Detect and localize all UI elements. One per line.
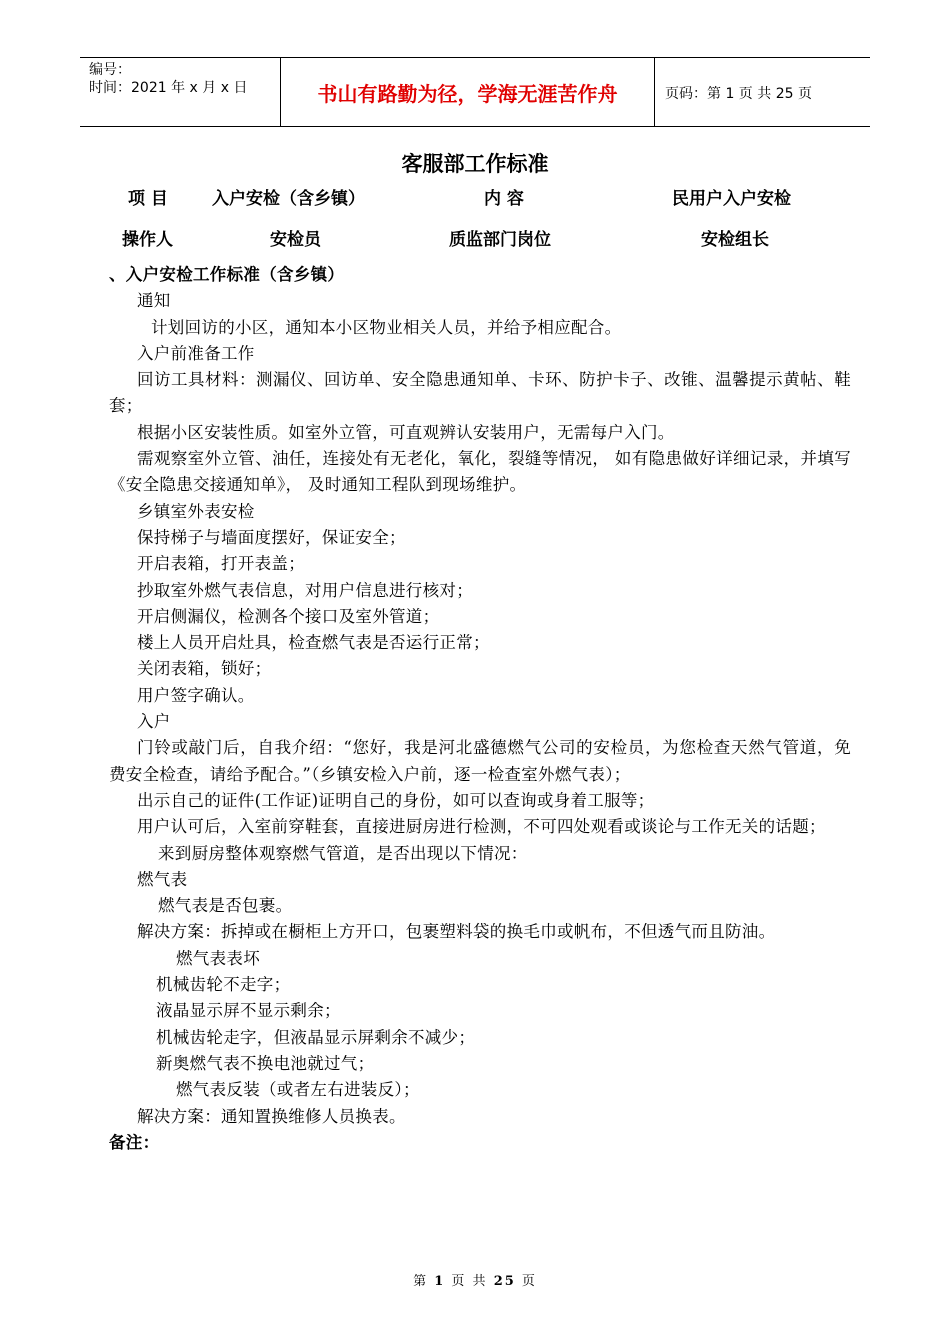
body-line: 关闭表箱，锁好； [137, 659, 272, 679]
body-line: 出示自己的证件(工作证)证明自己的身份，如可以查询或身着工服等； [137, 790, 655, 810]
body-line: 用户签字确认。 [137, 685, 255, 705]
body-line: 解决方案：拆掉或在橱柜上方开口，包裹塑料袋的换毛巾或帆布，不但透气而且防油。 [137, 922, 776, 942]
body-line: 门铃或敲门后，自我介绍：“您好，我是河北盛德燃气公司的安检员，为您检查天然气管道，免费安全检查，请给予配合。”（乡镇安检入户前，逐一检查室外燃气表）； [109, 738, 851, 784]
body-line: 备注： [109, 1132, 160, 1152]
body-line: 楼上人员开启灶具，检查燃气表是否运行正常； [137, 633, 490, 653]
document-title: 客服部工作标准 [401, 151, 549, 176]
meta-qa-value: 安检组长 [701, 230, 769, 250]
body-line: 需观察室外立管、油任，连接处有无老化，氧化，裂缝等情况， 如有隐患做好详细记录，并填写《安全隐患交接通知单》， 及时通知工程队到现场维护。 [109, 449, 851, 495]
meta-item-value: 入户安检（含乡镇） [212, 189, 365, 209]
footer-prefix: 第 [413, 1274, 429, 1289]
header-page-code: 页码：第 1 页 共 25 页 [665, 86, 812, 102]
body-line: 通知 [137, 291, 171, 311]
body-line: 机械齿轮走字，但液晶显示屏剩余不减少； [156, 1027, 476, 1047]
body-line: 入户 [137, 712, 171, 732]
body-line: 乡镇室外表安检 [137, 501, 255, 521]
body-line: 回访工具材料：测漏仪、回访单、安全隐患通知单、卡环、防护卡子、改锥、温馨提示黄帖、鞋套； [109, 370, 851, 416]
body-line: 燃气表是否包裹。 [158, 896, 293, 916]
body-line: 新奥燃气表不换电池就过气； [156, 1053, 375, 1073]
body-line: 入户前准备工作 [137, 343, 255, 363]
header-divider [654, 58, 655, 126]
footer-current-page: 1 [434, 1274, 446, 1289]
footer-total-pages: 25 [493, 1274, 516, 1289]
body-line: 机械齿轮不走字； [156, 975, 291, 995]
meta-operator-value: 安检员 [270, 230, 321, 250]
body-line: 来到厨房整体观察燃气管道，是否出现以下情况： [158, 843, 528, 863]
body-line: 燃气表表坏 [176, 948, 260, 968]
body-line: 根据小区安装性质。如室外立管，可直观辨认安装用户，无需每户入门。 [137, 422, 675, 442]
body-line: 用户认可后，入室前穿鞋套，直接进厨房进行检测，不可四处观看或谈论与工作无关的话题； [137, 817, 826, 837]
document-body [109, 262, 851, 1156]
meta-operator-label: 操作人 [122, 230, 173, 250]
body-line: 抄取室外燃气表信息，对用户信息进行核对； [137, 580, 473, 600]
header-meta-cell [89, 61, 247, 97]
meta-item-label: 项 目 [128, 189, 168, 209]
meta-qa-label: 质监部门岗位 [449, 230, 551, 250]
body-line: 计划回访的小区，通知本小区物业相关人员，并给予相应配合。 [151, 317, 622, 337]
document-date: 时间：2021 年 x 月 x 日 [89, 80, 248, 96]
document-number-label: 编号： [89, 62, 131, 78]
page-header-table [80, 57, 870, 127]
body-line: 燃气表反装（或者左右进装反）； [176, 1080, 420, 1100]
footer-suffix: 页 [521, 1274, 537, 1289]
meta-content-label: 内 容 [484, 189, 524, 209]
body-line: 、入户安检工作标准（含乡镇） [109, 265, 345, 284]
body-line: 开启侧漏仪，检测各个接口及室外管道； [137, 606, 440, 626]
body-line: 开启表箱，打开表盖； [137, 554, 305, 574]
footer-middle: 页 共 [451, 1274, 488, 1289]
meta-content-value: 民用户入户安检 [672, 189, 791, 209]
body-line: 液晶显示屏不显示剩余； [156, 1001, 341, 1021]
body-line: 解决方案：通知置换维修人员换表。 [137, 1106, 406, 1126]
page-footer [0, 1270, 950, 1289]
header-motto: 书山有路勤为径，学海无涯苦作舟 [317, 81, 618, 106]
body-line: 保持梯子与墙面度摆好，保证安全； [137, 527, 406, 547]
body-line: 燃气表 [137, 869, 188, 889]
